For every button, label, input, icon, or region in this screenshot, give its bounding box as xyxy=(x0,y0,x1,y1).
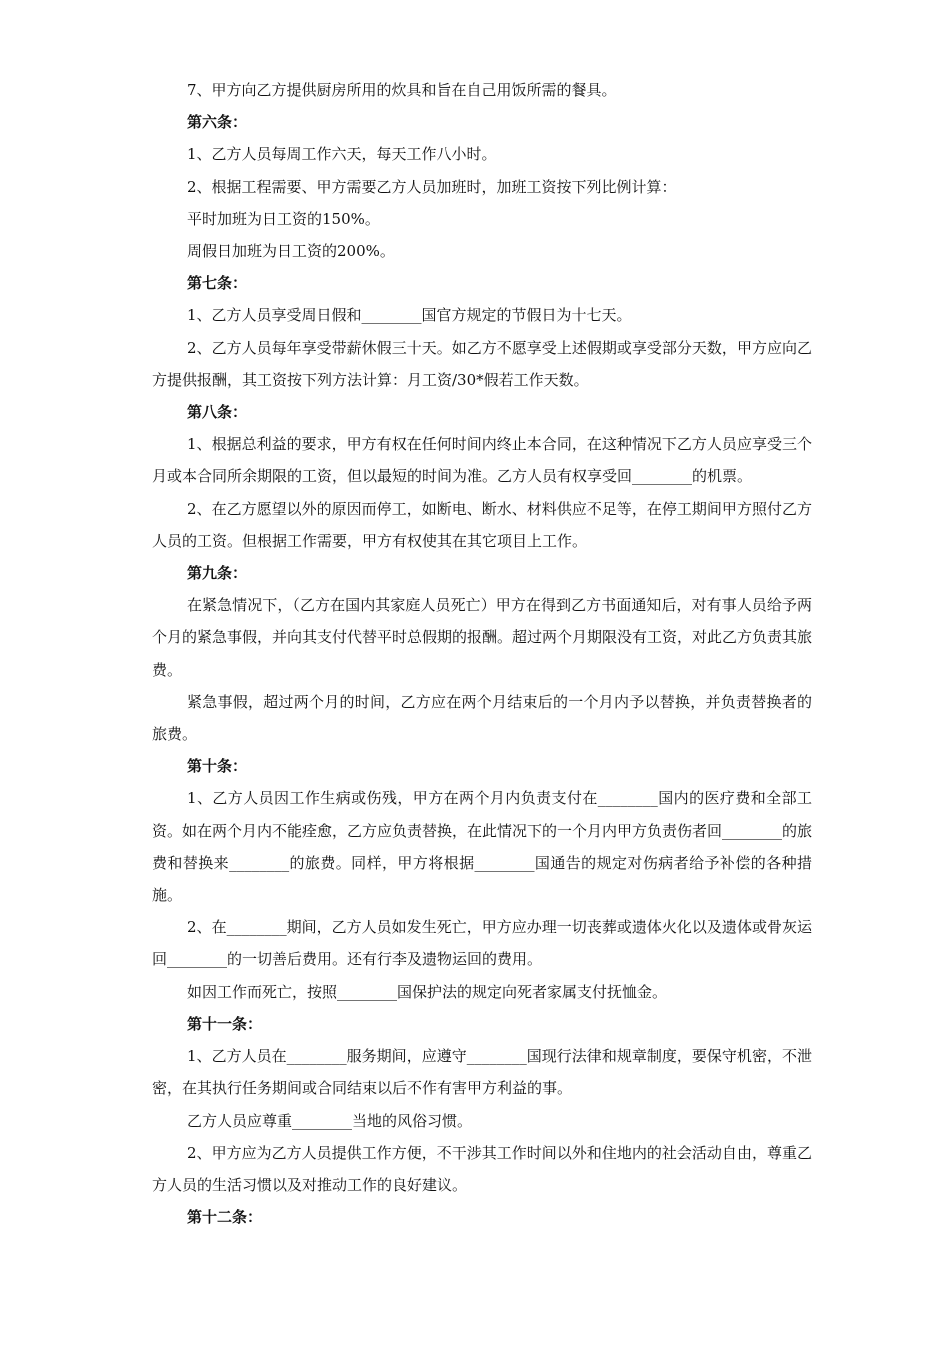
article-9-para-1: 在紧急情况下，（乙方在国内其家庭人员死亡）甲方在得到乙方书面通知后，对有事人员给予两个月的紧急事假，并向其支付代替平时总假期的报酬。超过两个月期限没有工资，对此乙方负责其旅费。 xyxy=(152,596,813,679)
article-10-item-1: 1、乙方人员因工作生病或伤残，甲方在两个月内负责支付在________国内的医疗费和全部工资。如在两个月内不能痊愈，乙方应负责替换，在此情况下的一个月内甲方负责伤者回________的旅费和替换来________的旅费。同样，甲方将根据________国通告的规定对伤病者给予补偿的各种措施。 xyxy=(152,789,813,905)
article-8-heading: 第八条： xyxy=(187,403,248,422)
article-11-item-2: 2、甲方应为乙方人员提供工作方便，不干涉其工作时间以外和住地内的社会活动自由，尊重乙方人员的生活习惯以及对推动工作的良好建议。 xyxy=(152,1143,812,1194)
article-12-heading: 第十二条： xyxy=(187,1208,263,1227)
article-6-holiday-overtime: 周假日加班为日工资的200%。 xyxy=(187,242,395,261)
clause-5-item-7: 7、甲方向乙方提供厨房所用的炊具和旨在自己用饭所需的餐具。 xyxy=(187,81,617,99)
article-10-item-2: 2、在________期间，乙方人员如发生死亡，甲方应办理一切丧葬或遗体火化以及遗体或骨灰运回________的一切善后费用。还有行李及遗物运回的费用。 xyxy=(152,918,812,969)
document-body xyxy=(152,74,812,1233)
article-11-item-1: 1、乙方人员在________服务期间，应遵守________国现行法律和规章制度，要保守机密，不泄密，在其执行任务期间或合同结束以后不作有害甲方利益的事。 xyxy=(152,1047,812,1098)
article-7-heading: 第七条： xyxy=(187,274,248,293)
article-6-weekday-overtime: 平时加班为日工资的150%。 xyxy=(187,209,380,228)
article-6-item-1: 1、乙方人员每周工作六天，每天工作八小时。 xyxy=(187,145,497,164)
article-8-item-2: 2、在乙方愿望以外的原因而停工，如断电、断水、材料供应不足等，在停工期间甲方照付乙方人员的工资。但根据工作需要，甲方有权使其在其它项目上工作。 xyxy=(152,499,812,550)
article-10-heading: 第十条： xyxy=(187,757,248,776)
article-6-item-2: 2、根据工程需要、甲方需要乙方人员加班时，加班工资按下列比例计算： xyxy=(187,177,677,196)
article-11-customs: 乙方人员应尊重________当地的风俗习惯。 xyxy=(187,1111,473,1130)
article-9-heading: 第九条： xyxy=(187,564,248,583)
article-11-heading: 第十一条： xyxy=(187,1014,263,1033)
article-7-item-1: 1、乙方人员享受周日假和________国官方规定的节假日为十七天。 xyxy=(187,306,632,325)
article-8-item-1: 1、根据总利益的要求，甲方有权在任何时间内终止本合同，在这种情况下乙方人员应享受三个月或本合同所余期限的工资，但以最短的时间为准。乙方人员有权享受回________的机票。 xyxy=(152,435,812,486)
article-10-para-3: 如因工作而死亡，按照________国保护法的规定向死者家属支付抚恤金。 xyxy=(187,982,668,1001)
article-9-para-2: 紧急事假，超过两个月的时间，乙方应在两个月结束后的一个月内予以替换，并负责替换者的旅费。 xyxy=(152,692,812,744)
article-6-heading: 第六条： xyxy=(187,113,248,132)
article-7-item-2: 2、乙方人员每年享受带薪休假三十天。如乙方不愿享受上述假期或享受部分天数，甲方应向乙方提供报酬，其工资按下列方法计算：月工资/30*假若工作天数。 xyxy=(152,338,812,389)
